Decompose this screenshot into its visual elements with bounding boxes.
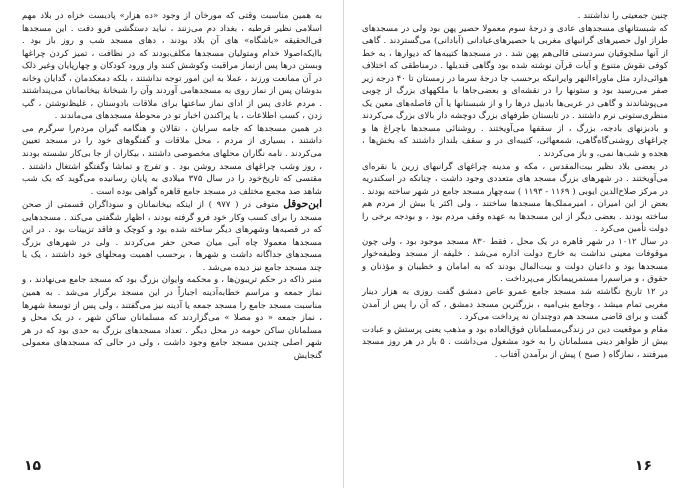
left-paragraph-1: به همین مناسبت وقتی که مورخان از وجود «ده هزار» پادیست‌ خزاه در بلاد مهم اسلامی نظیر قرطبه ، بغداد دم می‌زنند ، نباید دستگشی فرو دفت . این مسجدها فی‌الحقیقه «باشگاه» های آن بلاد بودند ، دهای مسجد شب و روز باز بود . باایکه‌اصولا خدام ومتولیان مسجدها مکلف‌بودند که در نظافت ، تمیز کردن چراغها وبستن درها پس ازنماز مراقبت وکوشش کنند واز ورود کودکان و چهارپایان وغیر ذلک در آن ممانعت ورزند ، عملا به این امور توجه نداشتند ، بلکه دمعکدمان ، گدایان وخانه بدوشان پس از نماز روی به مسجدهامی آوردند وآن را شبخانهٔ بیخانمانان می‌پنداشتند . مردم عادی پس‌ از ادای نماز ساعتها برای ملاقات بادوستان ، غلیظ‌نوشتن ، گپ زدن ، کسب اطلاعات ، یا پراکندن اخبار تو در محوطهٔ مسجدهای می‌ماندند . (22, 11, 322, 122)
right-page (344, 0, 688, 488)
left-page-text (22, 10, 322, 362)
right-page-number: ۱۶ (634, 458, 652, 474)
left-paragraph-3 (22, 198, 322, 274)
right-paragraph-4: در سال ۱۰۱۲ در شهر قاهره در یک محل ، فقط ۸۳۰ مسجد موجود بود ، ولی چون موقوفات معینی نداشت به خارج دولت اداره می‌شد . خلیفه از مسجد وظیفه‌خوار مسجد‌ها بود و داعیان دولت و بیت‌المال بودند که به امامان و خطیبان و مؤذنان و حقوق ، و مراسم‌را مستمر‌پیمانکار می‌پرداخت . (362, 236, 668, 285)
left-page-number: ۱۵ (24, 458, 42, 474)
right-paragraph-1: چنین جمعیتی را نداشتند . (577, 11, 668, 21)
left-paragraph-4: منبر ذاکه در حکم تریبون‌ها ، و محکمه وایوان بزرگ بود که مسجد جامع می‌نهادند ، و نماز جمعه و مراسم خطابه‌آدینه اجباراً در این مسجد برگزار می‌شد . به همین مناسبت مسجد جامع را مسجد جمعه یا آدینه نیز می‌گفتند ، ولی پس از توسعهٔ شهرها ، نماز جمعه « دو مصلا » می‌گزاردند که مسلمانان ساکن شهر ، در یک محل و مسلمانان ساکن حومه در محل دیگر . تعداد مسجدهای بزرگ به حدی بود که در هر شهر اصلی چندین مسجد جامع وجود داشت ، ولی در حالی که مسجدهای معمولی گنجایش (22, 275, 322, 361)
right-paragraph-3: در بعضی بلاد نظیر بیت‌المقدس ، مکه و مدینه چراغهای گرانبهای زرین یا نقره‌ای می‌آویختند . در شهرهای بزرگ مسجد های متعددی وجود داشت ، چنانکه در اسکندریه در مرکز صلاح‌الدین ایوبی ( ۱۱۶۹ - ۱۱۹۳ ) سه‌چهار مسجد جامع در شهر ساخته بودند . بعض از این امیران ، امیرمملک‌ها مسجدها ساختند ، ولی اکثر یا بیش از مردم هم ساخته بودند . بعضی دیگر از این مسجدها به عهده وقف مردم بود ، و بودجه برخی را دولت تأمین می‌کرد . (362, 161, 668, 235)
right-page-text (362, 10, 668, 361)
left-paragraph-3-text: متوفی در ( ۹۷۷ ) از اینکه بیخانمانان و سوداگران قسمتی از صحن مسجد را برای کسب وکار خود فرو گرفته بودند ، اظهار شگفتی می‌کند . مسجدهایی که در قصبه‌ها وشهرهای دیگر ساخته شده بود و کوچک و فاقد تزیینات بود . در این مسجدها معمولا چاه آبی میان صحن حفر می‌کردند . ولی در شهرهای بزرگ مسجدهای جداگانه داشت و شهرها ، برحسب اهمیت ومحلهای خود داشتند ، یک یا چند مسجد جامع نیز دیده می‌شد . (22, 200, 322, 273)
right-paragraph-2: که شبستانهای مسجدهای عادی و درجهٔ سوم معمولا حصیر پهن بود ولی در مسجدهای طراز اول حصیرهای گرانبهای مغربی یا حصیرهای‌عبادانی (آبادانی) می‌گستردند . گاهی از آنها سلجوقیان سردستی قالی‌هم پهن شد . در مسجدها کتیبه‌ها که دیوارها ، به خط کوفی نقوش متنوع و آیات قرآن نوشته شده بود وگاهی قندیلها . درمناطقی که اختلاف هوائی‌دارد مثل ماوراءالنهر وایرانیکه برحسب جا درجهٔ سرما در زمستان تا ۴۰ درجه زیر صفر می‌رسید بود و ستونها را در نقشه‌ای و بعضی‌جاها با ملکههای بزرگ از چوبی می‌پوشاندند و گاهی در عربی‌ها بادبیل درها را و از شبستانها یا آن فاصله‌های معین یک منظر‌ی‌ستونی نرم داشتند . در تابستان طرفهای بزرگ دوچشه دار بالای بزرگ می‌کردند و بادبزنهای بادجه، بزرگ ، از سقفها می‌آویختند . روشنائی مسجدها باچراغ ها و چراغهای روشنی‌گاه‌گاهی، شمعهائی، کتیبه‌ای در و سقف بلنداز داشتند که بخش‌ها ، هجده و شب‌ها نمی، و باز می‌کردند . (362, 23, 668, 160)
section-heading: ابن‌حوقل (283, 198, 323, 211)
right-paragraph-5: در ۱۲ تاریخ نگاشته‌ شد مسجد جامع عمرو عاص دمشق‌ گفت‌ روزی به هزار دینار مغربی تمام میشد ، وجامع بنی‌امیه ، بزرگترین مسجد دمشق ، که آن را پس از آمدن گفت‌ و برای قاضی مسجد هم دوچندان نه پرداخت می‌کرد . (362, 287, 668, 323)
right-paragraph-6: مقام و موقعیت دین در زندگی‌مسلمانان فوق‌العاده بود و مذهب یعنی پرستش و عبادت بیش از ظواهر دینی مسلمانان را به خود مشغول می‌داشت . ۵ بار در هر روز مسجد میرفتند ، نمازگاه ( صبح ) پیش از برآمدن آفتاب . (362, 324, 668, 360)
left-paragraph-2: در همین مسجدها که جامه سرایان ، نقالان و هنگامه گیران مردم‌را سرگرم می داشتند ، بسیاری از مردم ، محل ملاقات و گفتگوهای خود را در مسجد تعیین می‌کردند . نامه نگاران محلهای مخصوصی داشتند ، بیکاران از جا بی‌کار نشسته بودند ، روز وشب چراغهای مسجد روشن بود . و تفرج و تماشا وگفتگو اشتغال داشتند . مقتسی که تاریخ‌خود را در سال ۳۷۵ میلادی به پایان رسانیده می‌گوید که یک شب شاهد صد مجمع مختلف در مسجد جامع قاهره گواهی بوده است . (22, 123, 323, 197)
